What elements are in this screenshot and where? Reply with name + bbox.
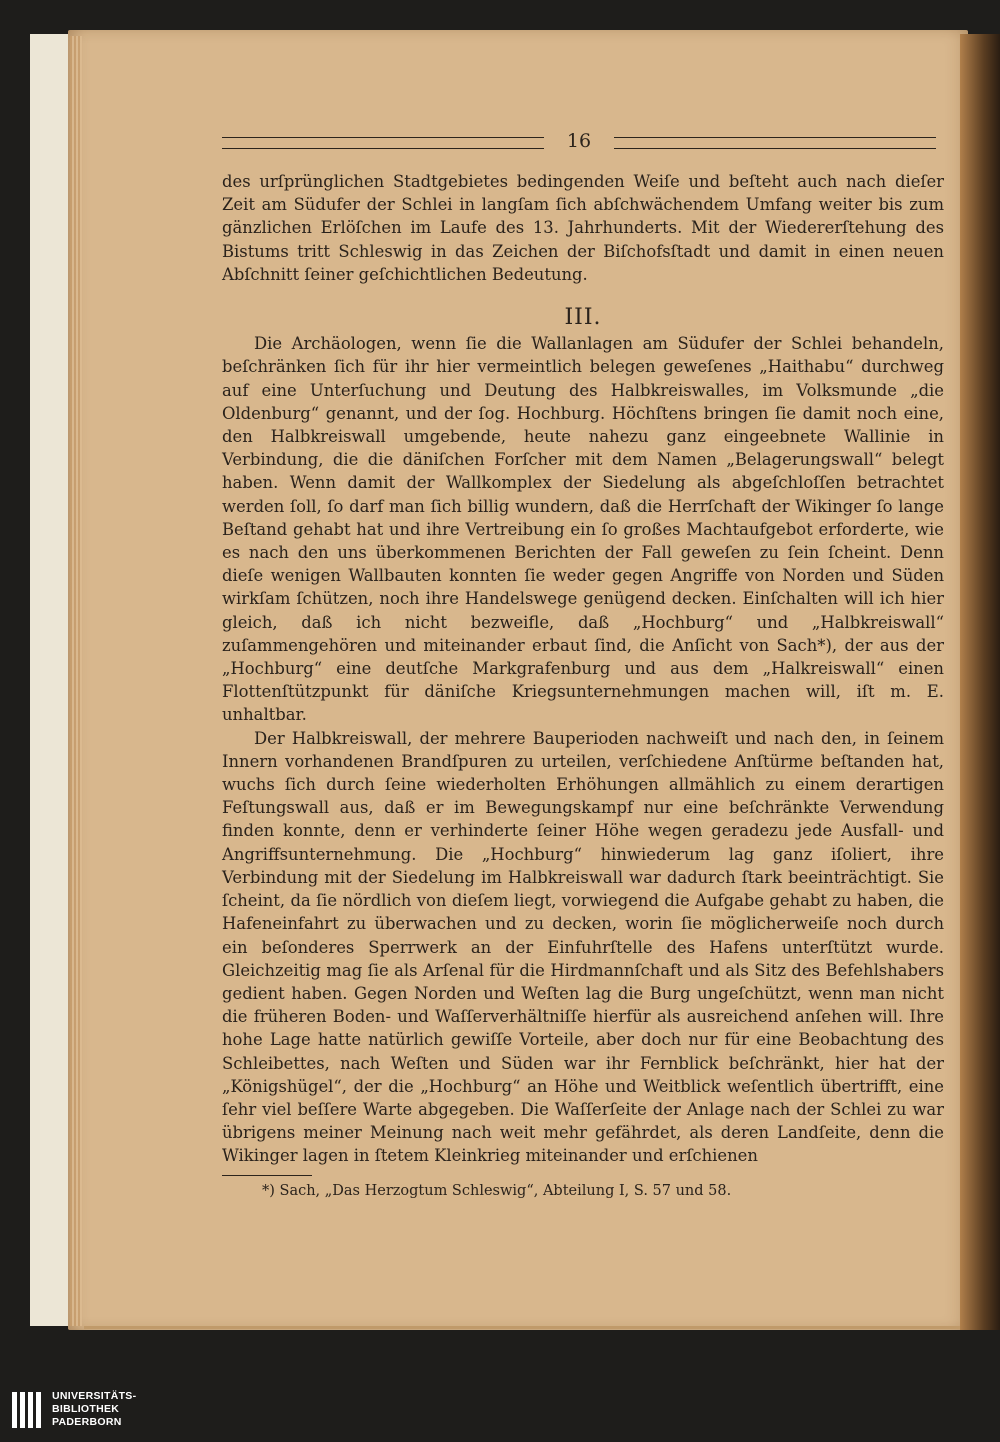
page-number: 16 — [566, 130, 592, 152]
page-edges — [70, 36, 82, 1326]
library-logo-text — [52, 1390, 136, 1429]
library-logo — [0, 1380, 220, 1442]
paragraph-continued: des urſprünglichen Stadtgebietes bedingenden Weiſe und beſteht auch nach dieſer Zeit am Südufer der Schlei in langſam ſich abſchwächendem Umfang weiter bis zum gänzlichen Erlöſchen im Laufe des 13. Jahrhunderts. Mit der Wiedererſtehung des Bistums tritt Schleswig in das Zeichen der Biſchofsſtadt und damit in einen neuen Abſchnitt ſeiner geſchichtlichen Bedeutung. — [222, 172, 944, 284]
logo-line: UNIVERSITÄTS- — [52, 1390, 137, 1402]
header-rule-left — [222, 137, 544, 149]
logo-line: BIBLIOTHEK — [52, 1403, 120, 1415]
gutter-shadow — [960, 34, 1000, 1330]
footnote: *) Sach, „Das Herzogtum Schleswig“, Abteilung I, S. 57 und 58. — [262, 1182, 732, 1199]
library-logo-icon — [10, 1390, 44, 1430]
section-heading: III. — [564, 305, 602, 331]
page-header — [222, 128, 944, 158]
header-rule-right — [614, 137, 936, 149]
body-text — [222, 170, 944, 1201]
paragraph: Die Archäologen, wenn ſie die Wallanlagen am Südufer der Schlei behandeln, beſchränken ſich für ihr hier vermeintlich belegen geweſenes „Haithabu“ durchweg auf eine Unterſuchung und Deutung des Halbkreiswalles, im Volksmunde „die Oldenburg“ genannt, und der ſog. Hochburg. Höchſtens bringen ſie damit noch eine, den Halbkreiswall umgebende, heute nahezu ganz eingeebnete Wallinie in Verbindung, die die däniſchen Forſcher mit dem Namen „Belagerungswall“ belegt haben. Wenn damit der Wallkomplex der Siedelung als abgeſchloſſen betrachtet werden ſoll, ſo darf man ſich billig wundern, daß die Herrſchaft der Wikinger ſo lange Beſtand gehabt hat und ihre Vertreibung ein ſo großes Machtaufgebot erforderte, wie es nach den uns überkommenen Berichten der Fall geweſen zu ſein ſcheint. Denn dieſe wenigen Wallbauten konnten ſie weder gegen Angriffe von Norden und Süden wirkſam ſchützen, noch ihre Handelswege genügend decken. Einſchalten will ich hier gleich, daß ich nicht bezweifle, daß „Hochburg“ und „Halbkreiswall“ zuſammengehören und miteinander erbaut ſind, die Anſicht von Sach*), der aus der „Hochburg“ eine deutſche Markgrafenburg und aus dem „Halkreiswall“ einen Flottenſtützpunkt für däniſche Kriegsunternehmungen machen will, iſt m. E. unhaltbar. — [222, 334, 944, 725]
underlying-white-sheet — [30, 34, 71, 1326]
footnote-divider — [222, 1175, 312, 1176]
logo-line: PADERBORN — [52, 1416, 122, 1428]
page-bottom-edge — [84, 1326, 960, 1329]
paragraph: Der Halbkreiswall, der mehrere Bauperioden nachweiſt und nach den, in ſeinem Innern vorhandenen Brandſpuren zu urteilen, verſchiedene Anſtürme beſtanden hat, wuchs ſich durch ſeine wiederholten Erhöhungen allmählich zu einem derartigen Feſtungswall aus, daß er im Bewegungskampf nur eine beſchränkte Verwendung finden konnte, denn er verhinderte ſeiner Höhe wegen geradezu jede Ausfall- und Angriffsunternehmung. Die „Hochburg“ hinwiederum lag ganz iſoliert, ihre Verbindung mit der Siedelung im Halbkreiswall war dadurch ſtark beeinträchtigt. Sie ſcheint, da ſie nördlich von dieſem liegt, vorwiegend die Aufgabe gehabt zu haben, die Hafeneinfahrt zu überwachen und zu decken, worin ſie möglicherweiſe noch durch ein beſonderes Sperrwerk an der Einfuhrſtelle des Hafens unterſtützt wurde. Gleichzeitig mag ſie als Arſenal für die Hirdmannſchaft und als Sitz des Befehlshabers gedient haben. Gegen Norden und Weſten lag die Burg ungeſchützt, wenn man nicht die früheren Boden- und Waſſerverhältniſſe hierfür als ausreichend anſehen will. Ihre hohe Lage hatte natürlich gewiſſe Vorteile, aber doch nur für eine Beobachtung des Schleibettes, nach Weſten und Süden war ihr Fernblick beſchränkt, hier hat der „Königshügel“, der die „Hochburg“ an Höhe und Weitblick weſentlich übertrifft, eine ſehr viel beſſere Warte abgegeben. Die Waſſerſeite der Anlage nach der Schlei zu war übrigens meiner Meinung nach weit mehr gefährdet, als deren Landſeite, denn die Wikinger lagen in ſtetem Kleinkrieg miteinander und erſchienen — [222, 728, 944, 1166]
